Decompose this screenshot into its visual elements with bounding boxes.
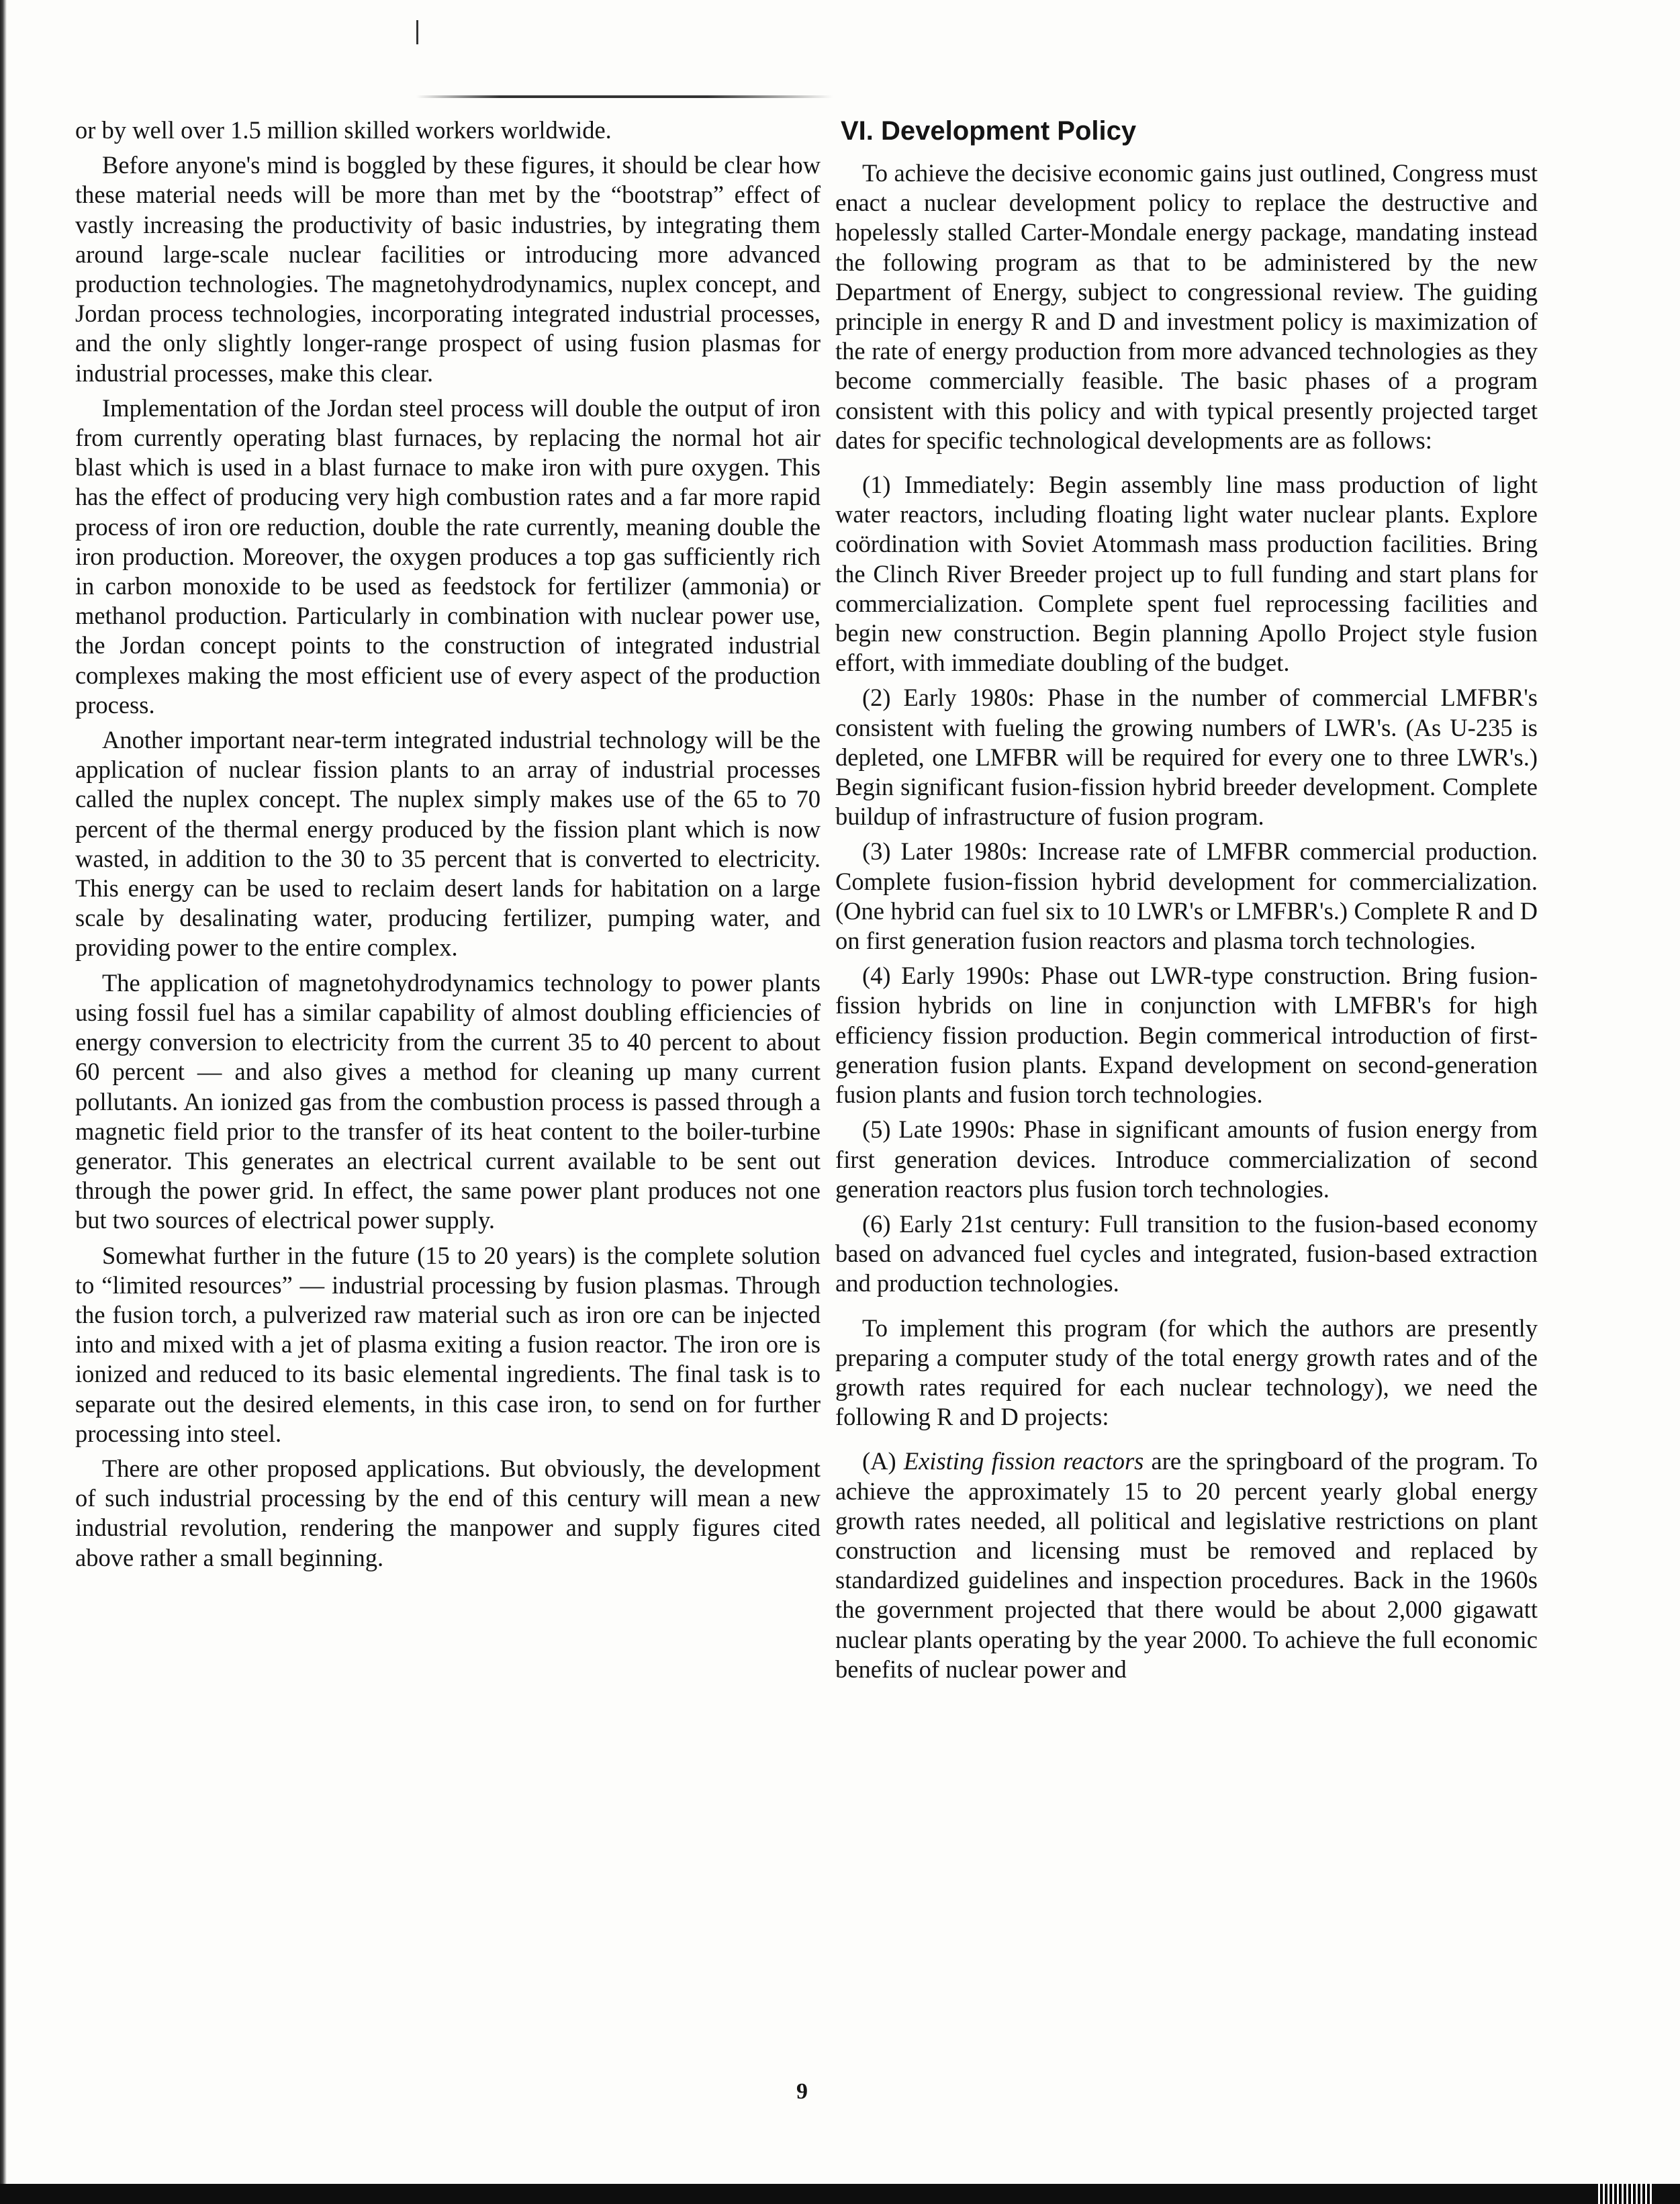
item-text: are the springboard of the program. To achieve the approximately 15 to 20 percent yearly global energy growth rates needed, all political and legislative restrictions on plant construction and licensing must be removed and replaced by standardized guidelines and inspection procedures. Back in the 1960s the government projected that there would be about 2,000 gigawatt nuclear plants operating by the year 2000. To achieve the full economic benefits of nuclear power and (835, 1447, 1538, 1683)
phase-item: (1) Immediately: Begin assembly line mass production of light water reactors, including floating light water nuclear plants. Explore coördination with Soviet Atommash mass production facilities. Bring the Clinch River Breeder project up to full funding and start plans for commercialization. Complete spent fuel reprocessing facilities and begin new construction. Begin planning Apollo Project style fusion effort, with immediate doubling of the budget. (835, 471, 1538, 677)
paragraph: or by well over 1.5 million skilled workers worldwide. (75, 116, 612, 144)
phase-item: (6) Early 21st century: Full transition to the fusion-based economy based on advanced fuel cycles and integrated, fusion-based extraction and production technologies. (835, 1209, 1538, 1297)
paragraph: Another important near-term integrated industrial technology will be the application of nuclear fission plants to an array of industrial processes called the nuplex concept. The nuplex simply makes use of the 65 to 70 percent of the thermal energy produced by the fission plant which is now wasted, in addition to the 30 to 35 percent that is converted to electricity. This energy can be used to reclaim desert lands for habitation on a large scale by desalinating water, producing fertilizer, pumping water, and providing power to the entire complex. (75, 726, 821, 962)
item-title: Existing fission reactors (903, 1447, 1144, 1475)
right-column (835, 116, 1538, 1690)
item-label: (A) (862, 1447, 904, 1475)
phase-item: (4) Early 1990s: Phase out LWR-type construction. Bring fusion-fission hybrids on line in conjunction with LMFBR's for high efficiency fission production. Begin commerical introduction of first-generation fusion plants. Expand development on second-generation fusion plants and fusion torch technologies. (835, 962, 1538, 1109)
paragraph: Implementation of the Jordan steel process will double the output of iron from currently operating blast furnaces, by replacing the normal hot air blast which is used in a blast furnace to make iron with pure oxygen. This has the effect of producing very high combustion rates and a far more rapid process of iron ore reduction, double the rate currently, meaning double the iron production. Moreover, the oxygen produces a top gas sufficiently rich in carbon monoxide to be used as feedstock for fertilizer (ammonia) or methanol production. Particularly in combination with nuclear power use, the Jordan concept points to the construction of integrated industrial complexes making the most efficient use of every aspect of the production process. (75, 394, 821, 719)
phase-item: (2) Early 1980s: Phase in the number of commercial LMFBR's consistent with fueling the growing numbers of LWR's. (As U-235 is depleted, one LMFBR will be required for every one to three LWR's.) Begin significant fusion-fission hybrid breeder development. Complete buildup of infrastructure of fusion program. (835, 684, 1538, 831)
left-column (75, 116, 821, 1578)
top-rule (416, 95, 833, 98)
scan-edge (0, 0, 7, 2204)
phase-item: (3) Later 1980s: Increase rate of LMFBR commercial production. Complete fusion-fission hybrid development for commercialization. (One hybrid can fuel six to 10 LWR's or LMFBR's.) Complete R and D on first generation fusion reactors and plasma torch technologies. (835, 837, 1538, 955)
paragraph: To implement this program (for which the authors are presently preparing a computer study of the total energy growth rates and of the growth rates required for each nuclear technology), we need the following R and D projects: (835, 1314, 1538, 1431)
project-item (835, 1447, 1538, 1684)
phase-item: (5) Late 1990s: Phase in significant amounts of fusion energy from first generation devices. Introduce commercialization of second generation reactors plus fusion torch technologies. (835, 1115, 1538, 1203)
scan-mark (416, 20, 418, 44)
scan-bottom-edge (0, 2184, 1680, 2204)
section-heading: VI. Development Policy (841, 116, 1137, 146)
paragraph: Before anyone's mind is boggled by these figures, it should be clear how these material needs will be more than met by the “bootstrap” effect of vastly increasing the productivity of basic industries, by integrating them around large-scale nuclear facilities or introducing more advanced production technologies. The magnetohydrodynamics, nuplex concept, and Jordan process technologies, incorporating integrated industrial processes, and the only slightly longer-range prospect of using fusion plasmas for industrial processes, make this clear. (75, 151, 821, 387)
paragraph: To achieve the decisive economic gains just outlined, Congress must enact a nuclear development policy to replace the destructive and hopelessly stalled Carter-Mondale energy package, mandating instead the following program as that to be administered by the new Department of Energy, subject to congressional review. The guiding principle in energy R and D and investment policy is maximization of the rate of energy production from more advanced technologies as they become commercially feasible. The basic phases of a program consistent with this policy and with typical presently projected target dates for specific technological developments are as follows: (835, 159, 1538, 454)
paragraph: The application of magnetohydrodynamics technology to power plants using fossil fuel has a similar capability of almost doubling efficiencies of energy conversion to electricity from the current 35 to 40 percent to about 60 percent — and also gives a method for cleaning up many current pollutants. An ionized gas from the combustion process is passed through a magnetic field prior to the transfer of its heat content to the boiler-turbine generator. This generates an electrical current available to be sent out through the power grid. In effect, the same power plant produces not one but two sources of electrical power supply. (75, 968, 821, 1234)
paragraph: There are other proposed applications. But obviously, the development of such industrial processing by the end of this century will mean a new industrial revolution, rendering the manpower and supply figures cited above rather a small beginning. (75, 1454, 821, 1571)
paragraph: Somewhat further in the future (15 to 20 years) is the complete solution to “limited resources” — industrial processing by fusion plasmas. Through the fusion torch, a pulverized raw material such as iron ore can be injected into and mixed with a jet of plasma exiting a fusion reactor. The iron ore is ionized and reduced to its basic elemental ingredients. The final task is to separate out the desired elements, in this case iron, to send on for further processing into steel. (75, 1241, 821, 1447)
page-number: 9 (796, 2079, 808, 2104)
